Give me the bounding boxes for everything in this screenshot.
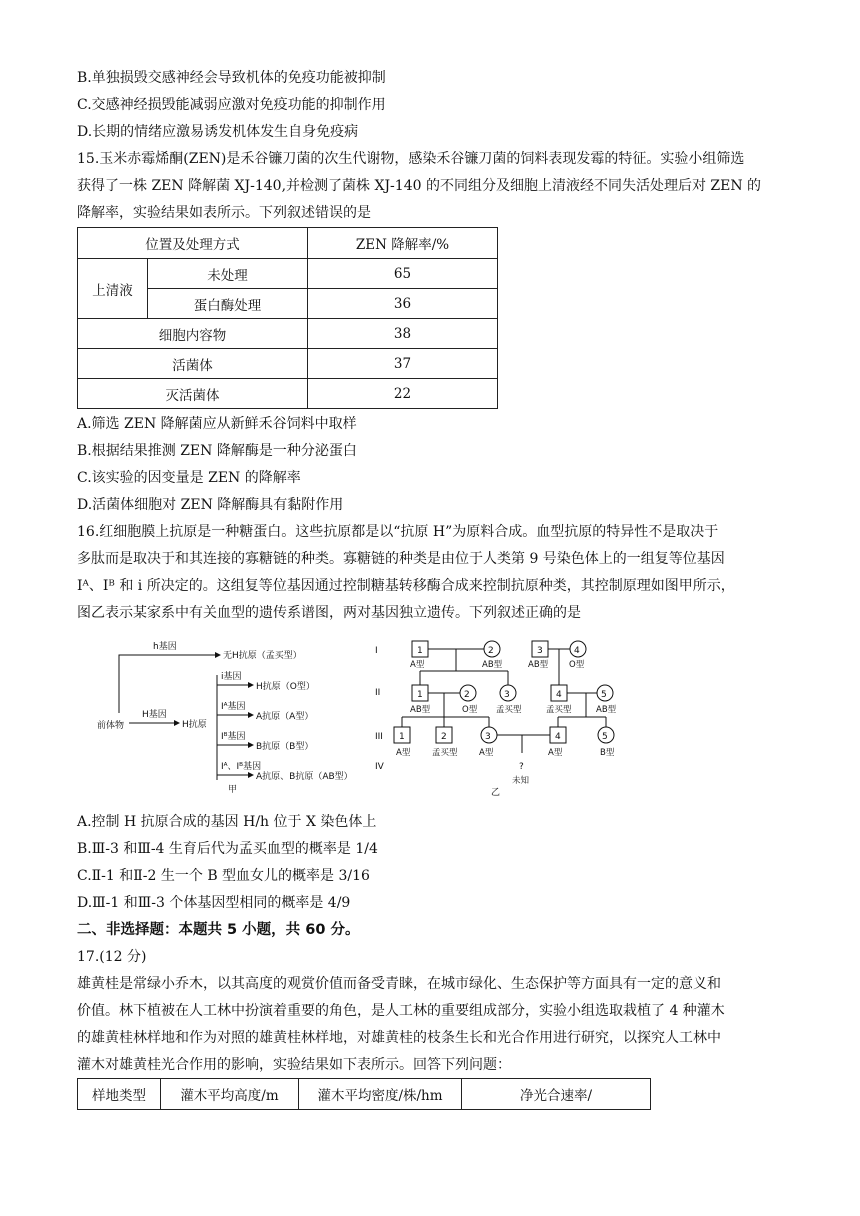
zen-table — [77, 227, 498, 409]
generation-label-1: I — [375, 646, 378, 656]
blood-type-label: O型 — [569, 660, 585, 670]
table-header-rate: ZEN 降解率/% — [308, 228, 498, 259]
option-c-q14: C.交感神经损毁能减弱应激对免疫功能的抑制作用 — [77, 97, 386, 113]
individual-number: 1 — [399, 732, 405, 742]
precursor-label: 前体物 — [97, 721, 125, 731]
figure-yi-pedigree — [370, 635, 640, 800]
individual-number: 5 — [601, 690, 607, 700]
blood-type-label: AB型 — [528, 660, 549, 670]
table2-header-plot-type: 样地类型 — [78, 1079, 161, 1110]
blood-type-label: O型 — [462, 705, 478, 715]
unknown-label: 未知 — [512, 776, 530, 786]
table2-header-density: 灌木平均密度/株/hm — [299, 1079, 462, 1110]
individual-number: 1 — [417, 646, 423, 656]
generation-label-4: IV — [375, 762, 384, 772]
q16-stem-2: 多肽而是取决于和其连接的寡糖链的种类。寡糖链的种类是由位于人类第 9 号染色体上的一组复等位基因 — [77, 551, 725, 567]
individual-number: 2 — [488, 646, 494, 656]
q16-option-c: C.Ⅱ-1 和Ⅱ-2 生一个 B 型血女儿的概率是 3/16 — [77, 868, 370, 884]
table-row-label: 灭活菌体 — [78, 379, 308, 409]
IA-gene-label: Iᴬ基因 — [221, 702, 246, 712]
plot-table — [77, 1078, 651, 1110]
blood-type-label: AB型 — [482, 660, 503, 670]
unknown-mark: ? — [519, 762, 524, 772]
q16-option-a: A.控制 H 抗原合成的基因 H/h 位于 X 染色体上 — [77, 814, 377, 830]
individual-number: 4 — [574, 646, 580, 656]
individual-number: 2 — [464, 690, 470, 700]
q17-text-3: 的雄黄桂林样地和作为对照的雄黄桂林样地，对雄黄桂的枝条生长和光合作用进行研究，以探究人工林中 — [77, 1030, 721, 1046]
individual-number: 3 — [537, 646, 543, 656]
blood-type-label: A型 — [479, 748, 494, 758]
q17-text-2: 价值。林下植被在人工林中扮演着重要的角色，是人工林的重要组成部分，实验小组选取栽植了 4 种灌木 — [77, 1003, 725, 1019]
individual-number: 3 — [485, 732, 491, 742]
q15-stem-1: 15.玉米赤霉烯酮(ZEN)是禾谷镰刀菌的次生代谢物，感染禾谷镰刀菌的饲料表现发霉的特征。实验小组筛选 — [77, 151, 745, 167]
table-row-label: 活菌体 — [78, 349, 308, 379]
AB-antigen-label: A抗原、B抗原（AB型） — [256, 772, 353, 782]
individual-number: 3 — [504, 690, 510, 700]
generation-label-2: II — [375, 688, 381, 698]
q16-option-d: D.Ⅲ-1 和Ⅲ-3 个体基因型相同的概率是 4/9 — [77, 895, 351, 911]
blood-type-label: A型 — [548, 748, 563, 758]
B-antigen-label: B抗原（B型） — [256, 742, 314, 752]
table-row-value: 22 — [308, 379, 498, 409]
H-gene-label: H基因 — [142, 710, 167, 720]
IB-gene-label: Iᴮ基因 — [221, 732, 246, 742]
H-antigen-label: H抗原 — [182, 720, 207, 730]
q16-stem-4: 图乙表示某家系中有关血型的遗传系谱图，两对基因独立遗传。下列叙述正确的是 — [77, 605, 581, 621]
q16-option-b: B.Ⅲ-3 和Ⅲ-4 生育后代为孟买血型的概率是 1/4 — [77, 841, 378, 857]
table-row-label: 细胞内容物 — [78, 319, 308, 349]
table-row-value: 36 — [308, 289, 498, 319]
i-gene-label: i基因 — [221, 672, 242, 682]
individual-number: 1 — [417, 690, 423, 700]
table-row-label: 蛋白酶处理 — [148, 289, 308, 319]
individual-number: 4 — [555, 732, 561, 742]
individual-number: 2 — [441, 732, 447, 742]
table-row-label: 未处理 — [148, 259, 308, 289]
option-b-q14: B.单独损毁交感神经会导致机体的免疫功能被抑制 — [77, 70, 386, 86]
q16-stem-1: 16.红细胞膜上抗原是一种糖蛋白。这些抗原都是以“抗原 H”为原料合成。血型抗原的特异性不是取决于 — [77, 524, 719, 540]
individual-number: 5 — [602, 732, 608, 742]
blood-type-label: A型 — [410, 660, 425, 670]
table-row-value: 37 — [308, 349, 498, 379]
option-d-q14: D.长期的情绪应激易诱发机体发生自身免疫病 — [77, 124, 359, 140]
table-row-value: 65 — [308, 259, 498, 289]
generation-label-3: III — [375, 732, 383, 742]
IAIB-gene-label: Iᴬ、Iᴮ基因 — [221, 762, 262, 772]
individual-number: 4 — [556, 690, 562, 700]
H-antigen-O-label: H抗原（O型） — [256, 682, 315, 692]
A-antigen-label: A抗原（A型） — [256, 712, 314, 722]
figure-jia-caption: 甲 — [228, 785, 238, 795]
table2-header-photosynthesis: 净光合速率/ — [462, 1079, 651, 1110]
q17-text-4: 灌木对雄黄桂光合作用的影响，实验结果如下表所示。回答下列问题： — [77, 1057, 511, 1073]
q17-text-1: 雄黄桂是常绿小乔木，以其高度的观赏价值而备受青睐，在城市绿化、生态保护等方面具有一定的意义和 — [77, 976, 721, 992]
q16-stem-3: Iᴬ、Iᴮ 和 i 所决定的。这组复等位基因通过控制糖基转移酶合成来控制抗原种类，其控制原理如图甲所示， — [77, 578, 735, 594]
blood-type-label: AB型 — [410, 705, 431, 715]
figure-yi-caption: 乙 — [491, 788, 501, 798]
q15-option-d: D.活菌体细胞对 ZEN 降解酶具有黏附作用 — [77, 497, 344, 513]
section-heading: 二、非选择题：本题共 5 小题，共 60 分。 — [77, 922, 360, 938]
q15-stem-3: 降解率，实验结果如表所示。下列叙述错误的是 — [77, 205, 371, 221]
blood-type-label: 孟买型 — [496, 705, 522, 715]
table2-header-height: 灌木平均高度/m — [161, 1079, 299, 1110]
q17-heading: 17.(12 分) — [77, 949, 147, 965]
table-row-value: 38 — [308, 319, 498, 349]
blood-type-label: B型 — [600, 748, 615, 758]
blood-type-label: A型 — [396, 748, 411, 758]
blood-type-label: 孟买型 — [546, 705, 572, 715]
blood-type-label: AB型 — [596, 705, 617, 715]
q15-option-b: B.根据结果推测 ZEN 降解酶是一种分泌蛋白 — [77, 443, 357, 459]
figure-jia — [95, 635, 370, 795]
blood-type-label: 孟买型 — [432, 748, 458, 758]
q15-option-c: C.该实验的因变量是 ZEN 的降解率 — [77, 470, 301, 486]
h-gene-label: h基因 — [153, 642, 177, 652]
q15-stem-2: 获得了一株 ZEN 降解菌 XJ-140,并检测了菌株 XJ-140 的不同组分及细胞上清液经不同失活处理后对 ZEN 的 — [77, 178, 762, 194]
table-group-supernatant: 上清液 — [78, 259, 148, 319]
table-header-position: 位置及处理方式 — [78, 228, 308, 259]
no-h-antigen-label: 无H抗原（孟买型） — [223, 651, 302, 661]
q15-option-a: A.筛选 ZEN 降解菌应从新鲜禾谷饲料中取样 — [77, 416, 357, 432]
